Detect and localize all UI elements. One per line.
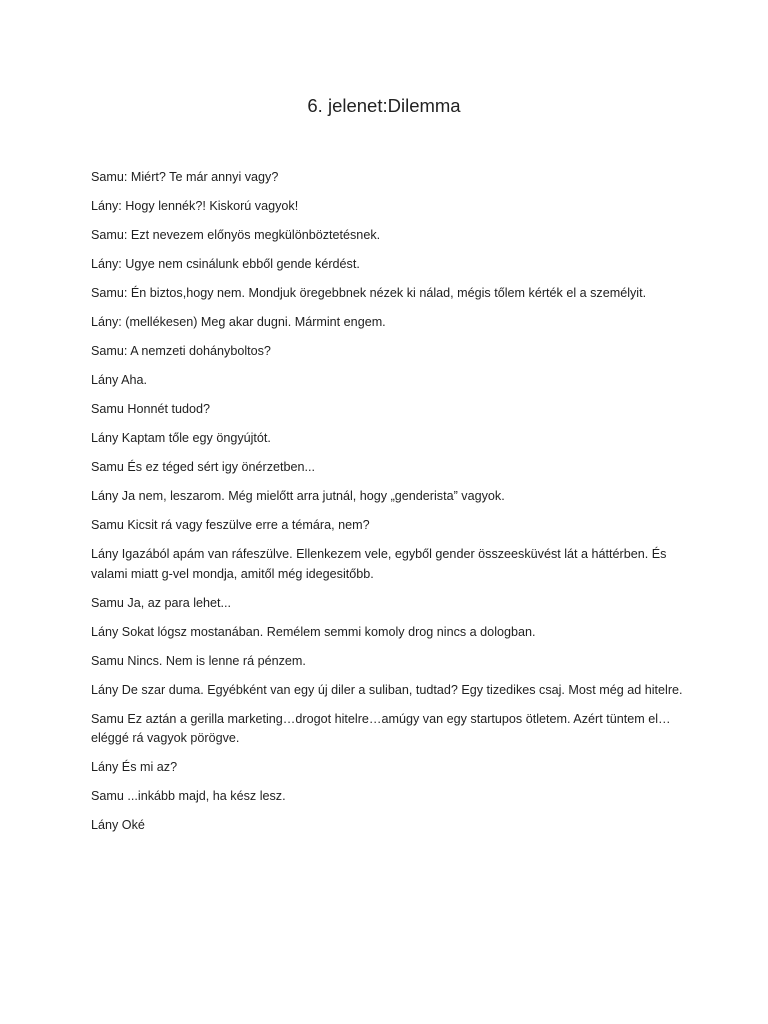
dialogue-line: Samu És ez téged sért igy önérzetben... [91,460,316,474]
dialogue-line: Lány Kaptam tőle egy öngyújtót. [91,431,271,445]
dialogue-line: Samu: Ezt nevezem előnyös megkülönböztetésnek. [91,228,381,242]
dialogue-line: Lány De szar duma. Egyébként van egy új diler a suliban, tudtad? Egy tizedikes csaj. Most még ad hitelre. [91,682,683,697]
dialogue-line: Lány: Ugye nem csinálunk ebből gende kérdést. [91,257,360,271]
dialogue-list [91,168,691,845]
dialogue-line: Lány És mi az? [91,760,178,774]
dialogue-line: Lány: Hogy lennék?! Kiskorú vagyok! [91,199,299,213]
dialogue-line: Lány Oké [91,818,145,832]
page-title: 6. jelenet:Dilemma [307,95,461,116]
dialogue-line: Lány Ja nem, leszarom. Még mielőtt arra jutnál, hogy „genderista” vagyok. [91,489,505,503]
dialogue-line: Samu Kicsit rá vagy feszülve erre a témára, nem? [91,518,370,532]
dialogue-line: Lány Aha. [91,373,148,387]
dialogue-line: Lány: (mellékesen) Meg akar dugni. Mármint engem. [91,315,386,329]
dialogue-line: Samu Honnét tudod? [91,402,211,416]
dialogue-line: Samu ...inkább majd, ha kész lesz. [91,789,286,803]
dialogue-line: Samu Nincs. Nem is lenne rá pénzem. [91,653,306,668]
dialogue-line: Samu Ez aztán a gerilla marketing…drogot hitelre…amúgy van egy startupos ötletem. Azért tüntem el…eléggé rá vagyok pörögve. [91,711,671,745]
dialogue-line: Samu: Én biztos,hogy nem. Mondjuk öregebbnek nézek ki nálad, mégis tőlem kérték el a személyit. [91,286,647,300]
dialogue-line: Samu: Miért? Te már annyi vagy? [91,170,279,184]
dialogue-line: Samu: A nemzeti dohányboltos? [91,344,271,358]
dialogue-line: Lány Igazából apám van ráfeszülve. Ellenkezem vele, egyből gender összeesküvést lát a háttérben. És valami miatt g-vel mondja, amitől még idegesitőbb. [91,547,667,581]
dialogue-line: Samu Ja, az para lehet... [91,595,232,610]
dialogue-line: Lány Sokat lógsz mostanában. Remélem semmi komoly drog nincs a dologban. [91,624,536,639]
